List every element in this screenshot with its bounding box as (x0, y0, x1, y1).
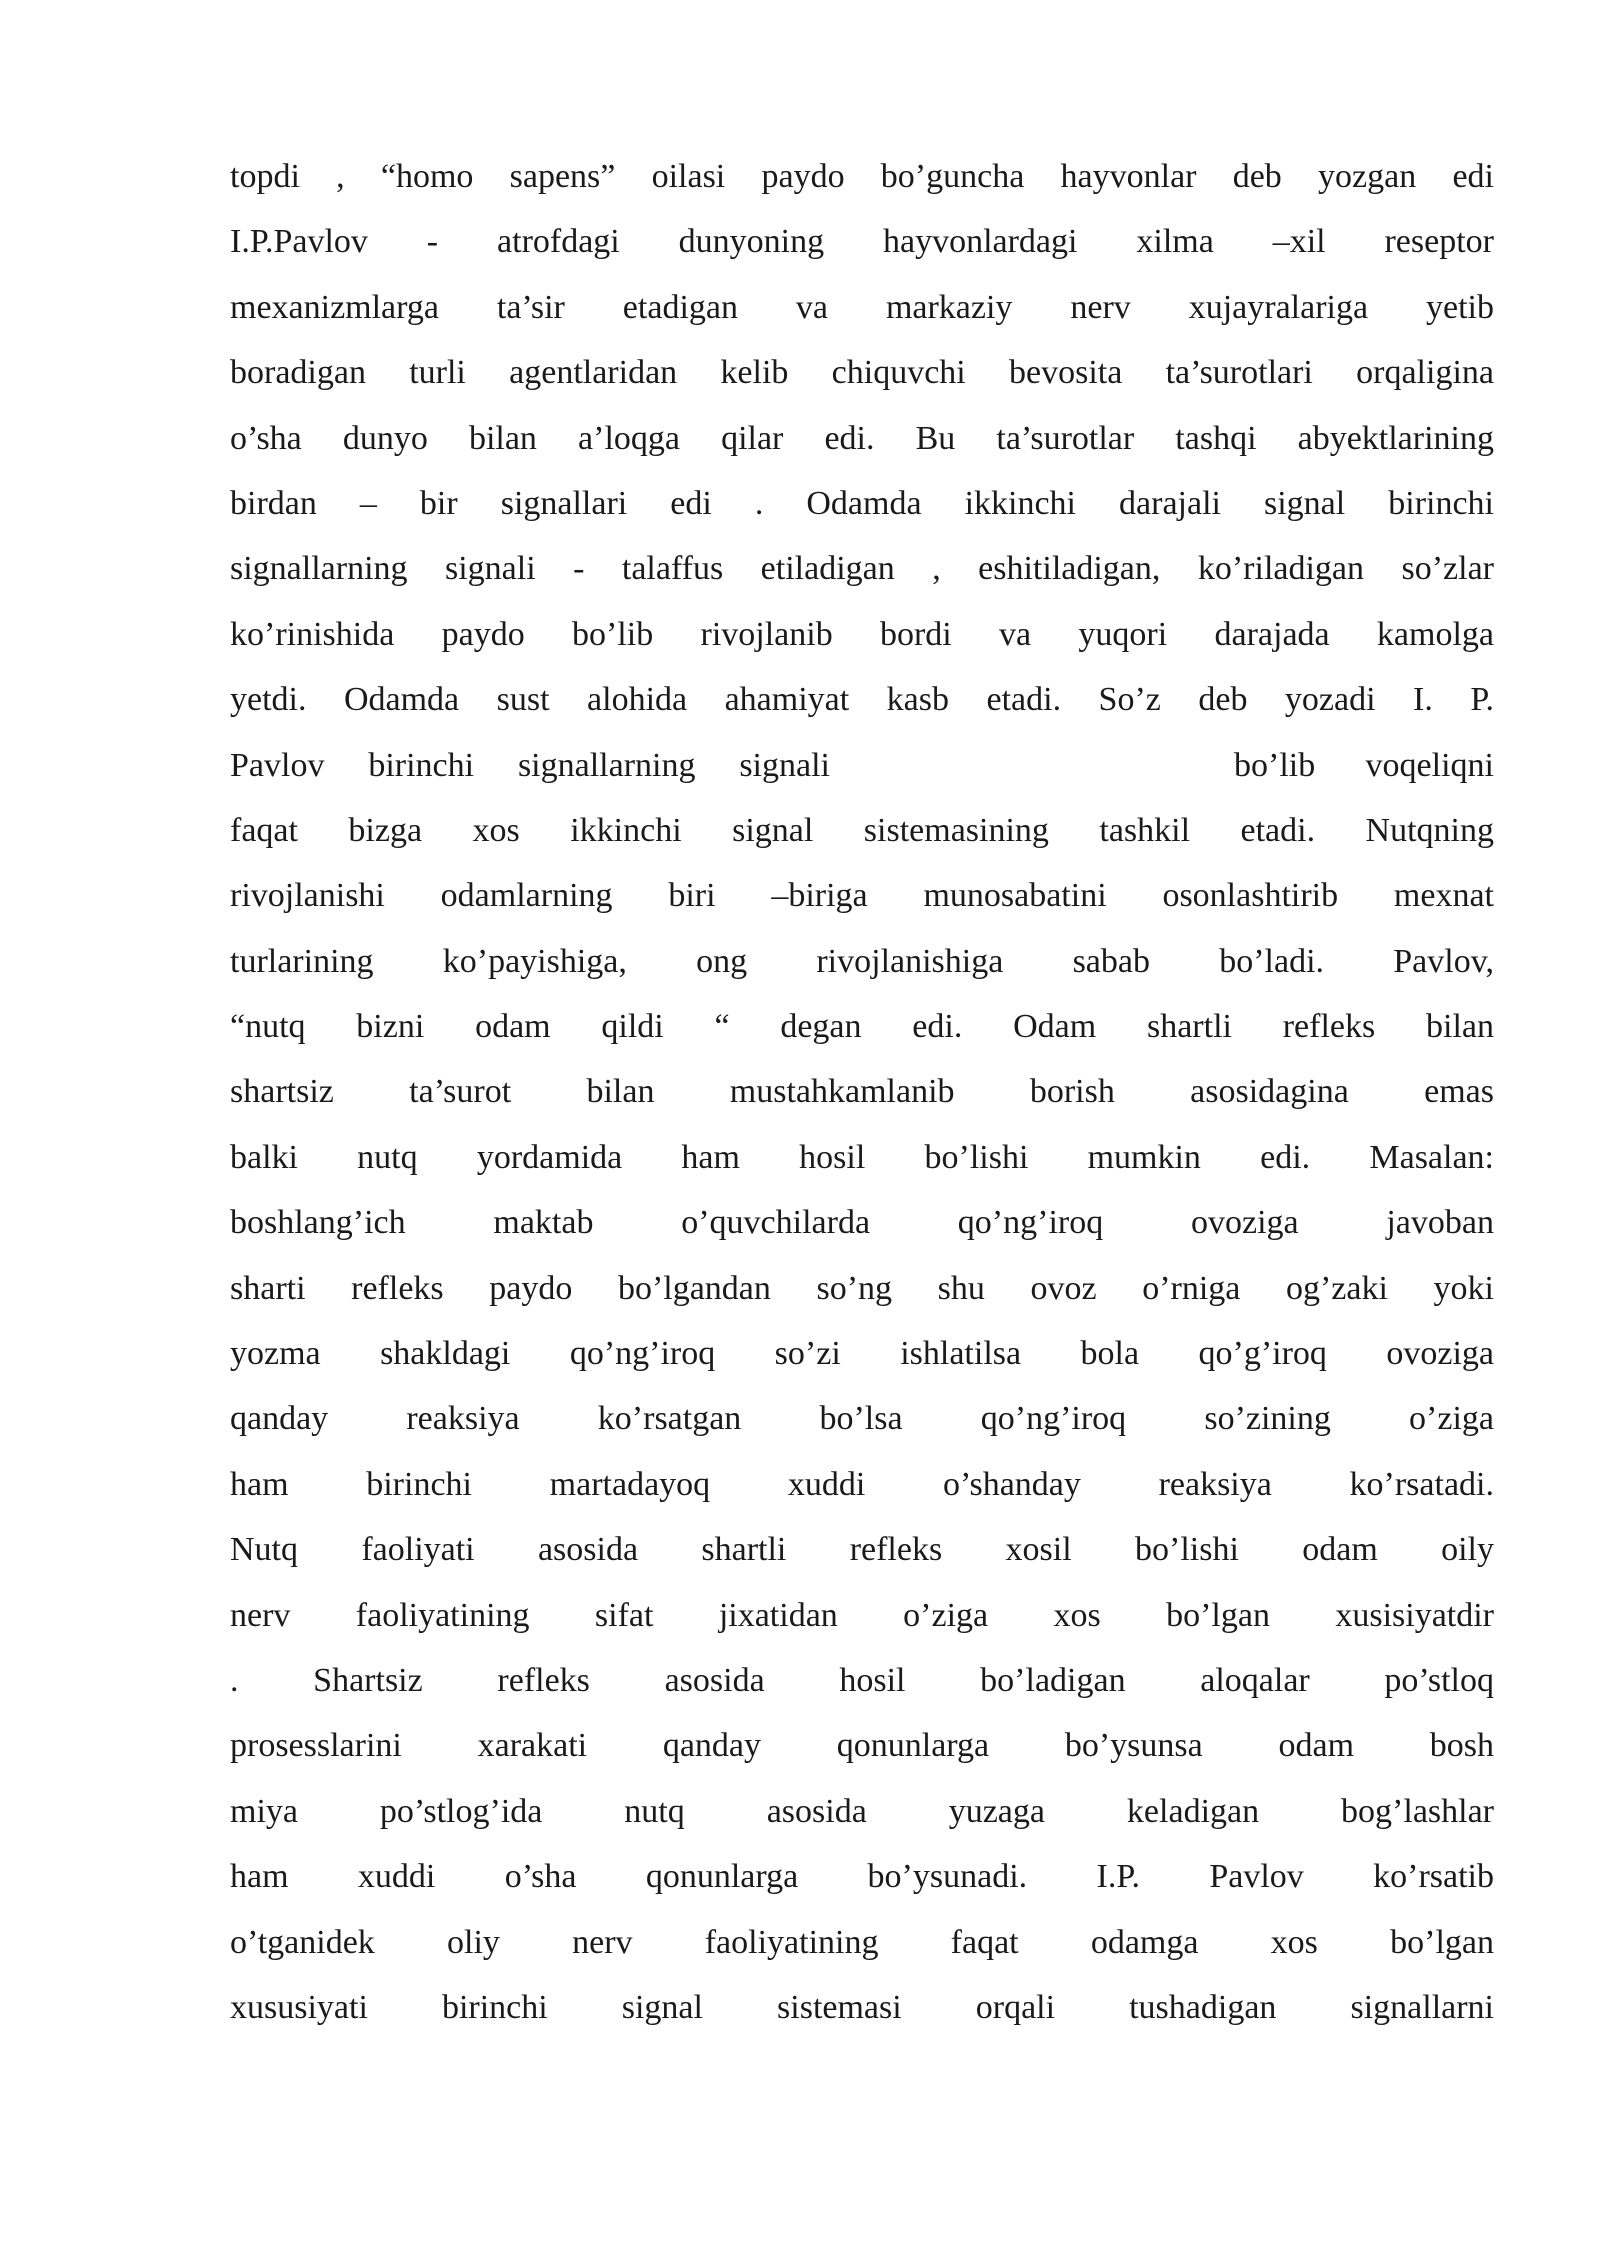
text-line: boshlang’ich maktab o’quvchilarda qo’ng’iroq ovoziga javoban (230, 1204, 1494, 1242)
text-line: faqat bizga xos ikkinchi signal sistemasining tashkil etadi. Nutqning (230, 811, 1494, 849)
text-line: o’sha dunyo bilan a’loqga qilar edi. Bu ta’surotlar tashqi abyektlarining (230, 419, 1494, 457)
text-line: sharti refleks paydo bo’lgandan so’ng shu ovoz o’rniga og’zaki yoki (230, 1269, 1494, 1307)
text-line: boradigan turli agentlaridan kelib chiquvchi bevosita ta’surotlari orqaligina (230, 354, 1494, 392)
text-line: Nutq faoliyati asosida shartli refleks xosil bo’lishi odam oily (230, 1531, 1494, 1569)
text-line: qanday reaksiya ko’rsatgan bo’lsa qo’ng’iroq so’zining o’ziga (230, 1400, 1494, 1438)
text-line: “nutq bizni odam qildi “ degan edi. Odam shartli refleks bilan (230, 1008, 1494, 1046)
text-line: ko’rinishida paydo bo’lib rivojlanib bordi va yuqori darajada kamolga (230, 615, 1494, 653)
text-line: balki nutq yordamida ham hosil bo’lishi mumkin edi. Masalan: (230, 1138, 1494, 1176)
text-line-right-part: bo’lib voqeliqni (1234, 746, 1494, 784)
text-line: topdi , “homo sapens” oilasi paydo bo’guncha hayvonlar deb yozgan edi (230, 158, 1494, 195)
text-line: birdan – bir signallari edi . Odamda ikkinchi darajali signal birinchi (230, 484, 1494, 522)
text-line: mexanizmlarga ta’sir etadigan va markaziy nerv xujayralariga yetib (230, 288, 1494, 326)
text-line: ham xuddi o’sha qonunlarga bo’ysunadi. I.P. Pavlov ko’rsatib (230, 1858, 1494, 1896)
text-line: I.P.Pavlov - atrofdagi dunyoning hayvonlardagi xilma –xil reseptor (230, 223, 1494, 261)
text-line-left-part: Pavlov birinchi signallarning signali (230, 746, 830, 784)
text-line: xususiyati birinchi signal sistemasi orqali tushadigan signallarni (230, 1988, 1494, 2026)
text-line: prosesslarini xarakati qanday qonunlarga bo’ysunsa odam bosh (230, 1727, 1494, 1765)
text-line: ham birinchi martadayoq xuddi o’shanday reaksiya ko’rsatadi. (230, 1465, 1494, 1503)
text-line: rivojlanishi odamlarning biri –biriga munosabatini osonlashtirib mexnat (230, 877, 1494, 915)
text-line: shartsiz ta’surot bilan mustahkamlanib borish asosidagina emas (230, 1073, 1494, 1111)
text-line-with-gap (230, 733, 1494, 798)
text-line: yozma shakldagi qo’ng’iroq so’zi ishlatilsa bola qo’g’iroq ovoziga (230, 1335, 1494, 1373)
body-text (230, 144, 1494, 2040)
text-line: signallarning signali - talaffus etiladigan , eshitiladigan, ko’riladigan so’zlar (230, 550, 1494, 588)
text-line: o’tganidek oliy nerv faoliyatining faqat odamga xos bo’lgan (230, 1923, 1494, 1961)
text-line: nerv faoliyatining sifat jixatidan o’ziga xos bo’lgan xusisiyatdir (230, 1596, 1494, 1634)
text-line: . Shartsiz refleks asosida hosil bo’ladigan aloqalar po’stloq (230, 1661, 1494, 1699)
text-line: miya po’stlog’ida nutq asosida yuzaga keladigan bog’lashlar (230, 1792, 1494, 1830)
text-line: turlarining ko’payishiga, ong rivojlanishiga sabab bo’ladi. Pavlov, (230, 942, 1494, 980)
text-line: yetdi. Odamda sust alohida ahamiyat kasb etadi. So’z deb yozadi I. P. (230, 681, 1494, 719)
